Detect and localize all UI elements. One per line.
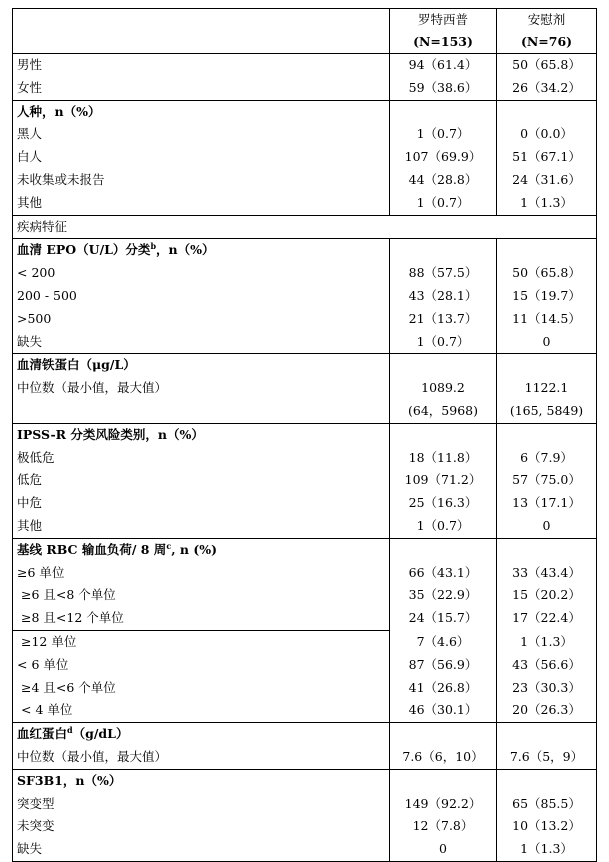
table-row: 男性 94（61.4） 50（65.8） xyxy=(13,54,597,77)
table-row: 缺失 0 1（1.3） xyxy=(13,838,597,861)
table-row: ≥6 且<8 个单位 35（22.9） 15（20.2） xyxy=(13,584,597,607)
table-row: 其他 1（0.7） 0 xyxy=(13,515,597,538)
table-row: < 200 88（57.5） 50（65.8） xyxy=(13,262,597,285)
table-row: 极低危 18（11.8） 6（7.9） xyxy=(13,447,597,470)
section-header-ipss: IPSS-R 分类风险类别，n（%） xyxy=(13,423,597,446)
header-placebo: 安慰剂 xyxy=(497,9,597,32)
table-row: 中危 25（16.3） 13（17.1） xyxy=(13,492,597,515)
table-row: 其他 1（0.7） 1（1.3） xyxy=(13,192,597,215)
section-header-disease: 疾病特征 xyxy=(13,215,597,239)
table-row: 缺失 1（0.7） 0 xyxy=(13,331,597,354)
table-row: 未收集或未报告 44（28.8） 24（31.6） xyxy=(13,169,597,192)
section-header-sf3b1: SF3B1，n（%） xyxy=(13,769,597,792)
header-placebo-n: (N=76) xyxy=(497,31,597,54)
header-luspatercept: 罗特西普 xyxy=(390,9,497,32)
section-header-race: 人种，n（%） xyxy=(13,100,597,123)
section-header-ferritin: 血清铁蛋白（μg/L） xyxy=(13,354,597,377)
table-row: ≥8 且<12 个单位 24（15.7） 17（22.4） xyxy=(13,607,597,630)
table-row: ≥4 且<6 个单位 41（26.8） 23（30.3） xyxy=(13,677,597,700)
section-header-hemoglobin: 血红蛋白$^d$（g/dL） xyxy=(13,723,597,746)
table-row: 200 - 500 43（28.1） 15（19.7） xyxy=(13,285,597,308)
table-row: < 6 单位 87（56.9） 43（56.6） xyxy=(13,654,597,677)
table-row: 白人 107（69.9） 51（67.1） xyxy=(13,146,597,169)
table-row: 中位数（最小值，最大值） 1089.2 1122.1 xyxy=(13,377,597,400)
table-row: < 4 单位 46（30.1） 20（26.3） xyxy=(13,699,597,722)
table-row: 低危 109（71.2） 57（75.0） xyxy=(13,469,597,492)
table-row: (64，5968) (165, 5849) xyxy=(13,400,597,423)
table-row: 女性 59（38.6） 26（34.2） xyxy=(13,77,597,100)
section-header-rbc: 基线 RBC 输血负荷/ 8 周$^c$, n (%) xyxy=(13,538,597,561)
section-header-epo: 血清 EPO（U/L）分类$^b$，n（%） xyxy=(13,239,597,262)
baseline-characteristics-table xyxy=(12,8,597,862)
header-luspatercept-n: (N=153) xyxy=(390,31,497,54)
header-blank-cell xyxy=(13,9,390,32)
table-row: 未突变 12（7.8） 10（13.2） xyxy=(13,815,597,838)
table-row: 黑人 1（0.7） 0（0.0） xyxy=(13,123,597,146)
table-row: ≥6 单位 66（43.1） 33（43.4） xyxy=(13,562,597,585)
table-row: ≥12 单位 7（4.6） 1（1.3） xyxy=(13,630,597,653)
table-row: >500 21（13.7） 11（14.5） xyxy=(13,308,597,331)
table-row: 中位数（最小值，最大值） 7.6（6，10） 7.6（5，9） xyxy=(13,746,597,769)
table-row: 突变型 149（92.2） 65（85.5） xyxy=(13,793,597,816)
